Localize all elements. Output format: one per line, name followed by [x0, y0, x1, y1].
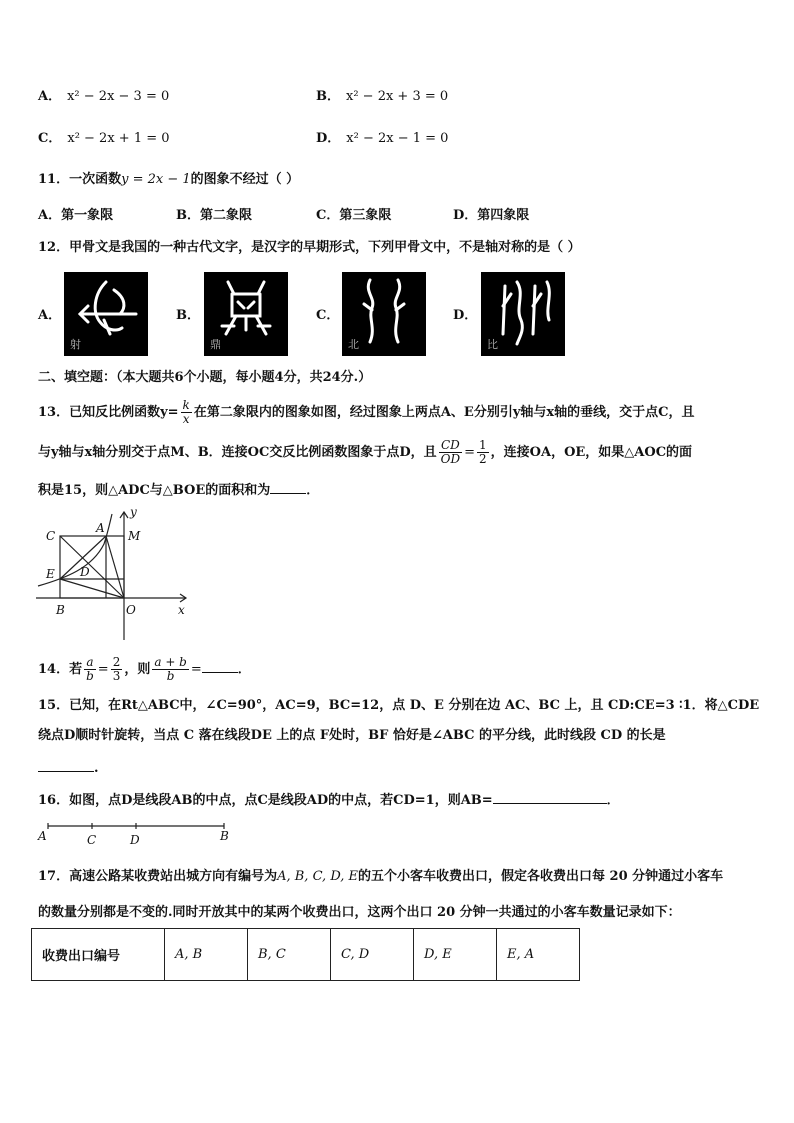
q11-option-a: A．第一象限 [38, 208, 114, 223]
q17-line-2: 的数量分别都是不变的.同时开放其中的某两个收费出口，这两个出口 20 分钟一共通过的小客车数量记录如下： [38, 905, 681, 920]
q11-option-c: C．第三象限 [316, 208, 392, 223]
q17-text: 17．高速公路某收费站出城方向有编号为 [38, 869, 278, 884]
table-cell: A, B [165, 929, 248, 981]
q11-stem [38, 171, 299, 189]
oracle-image-she [64, 272, 148, 356]
label-d: D [80, 565, 90, 579]
label-x: x [178, 603, 185, 617]
table-cell: B, C [248, 929, 331, 981]
q12-option-c-label: C． [316, 308, 340, 323]
label-o: O [126, 603, 136, 617]
label-c: C [46, 529, 56, 543]
label-m: M [128, 529, 141, 543]
equals-sign: = [190, 662, 202, 677]
denominator: OD [440, 452, 461, 466]
fraction-cd-over-od [439, 439, 462, 466]
equals-sign: = [97, 662, 109, 677]
table-cell: C, D [331, 929, 414, 981]
q16-line [38, 791, 620, 810]
oracle-caption: 射 [70, 338, 81, 351]
option-expression: x² − 2x + 1 = 0 [67, 131, 170, 146]
q13-line-2 [38, 439, 692, 466]
q12-stem: 12．甲骨文是我国的一种古代文字，是汉字的早期形式，下列甲骨文中，不是轴对称的是（ ） [38, 240, 581, 255]
q10-option-a [38, 88, 169, 106]
q15-line-3 [38, 759, 99, 778]
option-label: A． [38, 89, 62, 104]
fraction-k-over-x [181, 399, 192, 426]
q15-line-1: 15．已知，在Rt△ABC中，∠C=90°，AC=9，BC=12，点 D、E 分别在边 AC、BC 上，且 CD:CE=3 ∶1．将△CDE [38, 698, 760, 713]
q12-option-a-label: A． [38, 308, 62, 323]
q15-text: . [94, 761, 99, 776]
label-d: D [130, 833, 140, 847]
fraction-two-thirds [111, 656, 123, 683]
q13-figure [36, 504, 196, 644]
q14-line [38, 656, 251, 683]
label-c: C [87, 833, 97, 847]
numerator: CD [439, 439, 462, 453]
q10-option-c [38, 130, 170, 148]
option-label: B． [316, 89, 340, 104]
q13-text: ． [306, 483, 320, 498]
equals-sign: = [464, 445, 476, 460]
q13-text: ，连接OA，OE，如果△AOC的面 [490, 445, 693, 460]
answer-blank[interactable] [38, 759, 94, 772]
answer-blank[interactable] [202, 660, 238, 673]
q12-option-d-label: D． [453, 308, 478, 323]
q13-text: 积是15，则△ADC与△BOE的面积和为 [38, 483, 271, 498]
denominator: b [166, 669, 175, 683]
q14-text: ． [237, 662, 251, 677]
oracle-image-bei [342, 272, 426, 356]
option-expression: x² − 2x + 3 = 0 [346, 89, 449, 104]
option-expression: x² − 2x − 3 = 0 [67, 89, 170, 104]
q13-text: 与y轴与x轴分别交于点M、B．连接OC交反比例函数图象于点D，且 [38, 445, 437, 460]
q11-prefix: 11．一次函数 [38, 172, 122, 187]
label-b: B [56, 603, 65, 617]
oracle-caption: 比 [487, 338, 498, 351]
label-y: y [130, 505, 137, 519]
label-a: A [96, 521, 105, 535]
label-b: B [220, 829, 229, 843]
table-cell: E, A [497, 929, 580, 981]
q13-text: 在第二象限内的图象如图，经过图象上两点A、E分别引y轴与x轴的垂线，交于点C，且 [193, 405, 695, 420]
q14-text: ，则 [124, 662, 151, 677]
section-heading: 二、填空题：（本大题共6个小题，每小题4分，共24分.） [38, 370, 372, 385]
numerator: a [84, 656, 96, 670]
answer-blank[interactable] [493, 791, 607, 804]
numerator: k [182, 398, 190, 412]
option-label: D． [316, 131, 341, 146]
numerator: a + b [154, 655, 187, 669]
q10-option-b [316, 88, 448, 106]
q11-suffix: 的图象不经过（ ） [190, 172, 300, 187]
oracle-caption: 鼎 [210, 338, 221, 351]
q11-function: y = 2x − 1 [121, 172, 191, 187]
q13-text: 13．已知反比例函数y= [38, 405, 179, 420]
denominator: b [86, 669, 94, 683]
q16-text: ． [606, 793, 620, 808]
table-row [32, 929, 580, 981]
q13-line-1 [38, 399, 694, 426]
table-cell: D, E [414, 929, 497, 981]
denominator: x [182, 412, 190, 426]
numerator: 1 [479, 438, 487, 452]
q17-letters: A, B, C, D, E [277, 869, 359, 884]
fraction-one-half [477, 439, 489, 466]
table-header-cell: 收费出口编号 [32, 929, 165, 981]
option-label: C． [38, 131, 62, 146]
q14-text: 14．若 [38, 662, 83, 677]
q13-line-3 [38, 481, 319, 500]
q11-option-b: B．第二象限 [176, 208, 252, 223]
label-e: E [46, 567, 55, 581]
q17-text: 的五个小客车收费出口，假定各收费出口每 20 分钟通过小客车 [358, 869, 724, 884]
q17-line-1 [38, 868, 723, 886]
denominator: 3 [112, 669, 121, 683]
q15-line-2: 绕点D顺时针旋转，当点 C 落在线段DE 上的点 F处时，BF 恰好是∠ABC 的平分线，此时线段 CD 的长是 [38, 728, 666, 743]
q11-option-d: D．第四象限 [453, 208, 530, 223]
denominator: 2 [479, 452, 487, 466]
q10-option-d [316, 130, 448, 148]
oracle-image-ding [204, 272, 288, 356]
oracle-caption: 北 [348, 338, 359, 351]
q12-option-b-label: B． [176, 308, 200, 323]
option-expression: x² − 2x − 1 = 0 [346, 131, 449, 146]
label-a: A [38, 829, 47, 843]
oracle-image-bi [481, 272, 565, 356]
toll-exit-table [31, 928, 580, 981]
answer-blank[interactable] [270, 481, 306, 494]
fraction-apb-over-b [152, 656, 189, 683]
q16-segment-figure [36, 818, 236, 848]
numerator: 2 [112, 655, 121, 669]
fraction-a-over-b [84, 656, 96, 683]
q16-text: 16．如图，点D是线段AB的中点，点C是线段AD的中点，若CD=1，则AB= [38, 793, 493, 808]
